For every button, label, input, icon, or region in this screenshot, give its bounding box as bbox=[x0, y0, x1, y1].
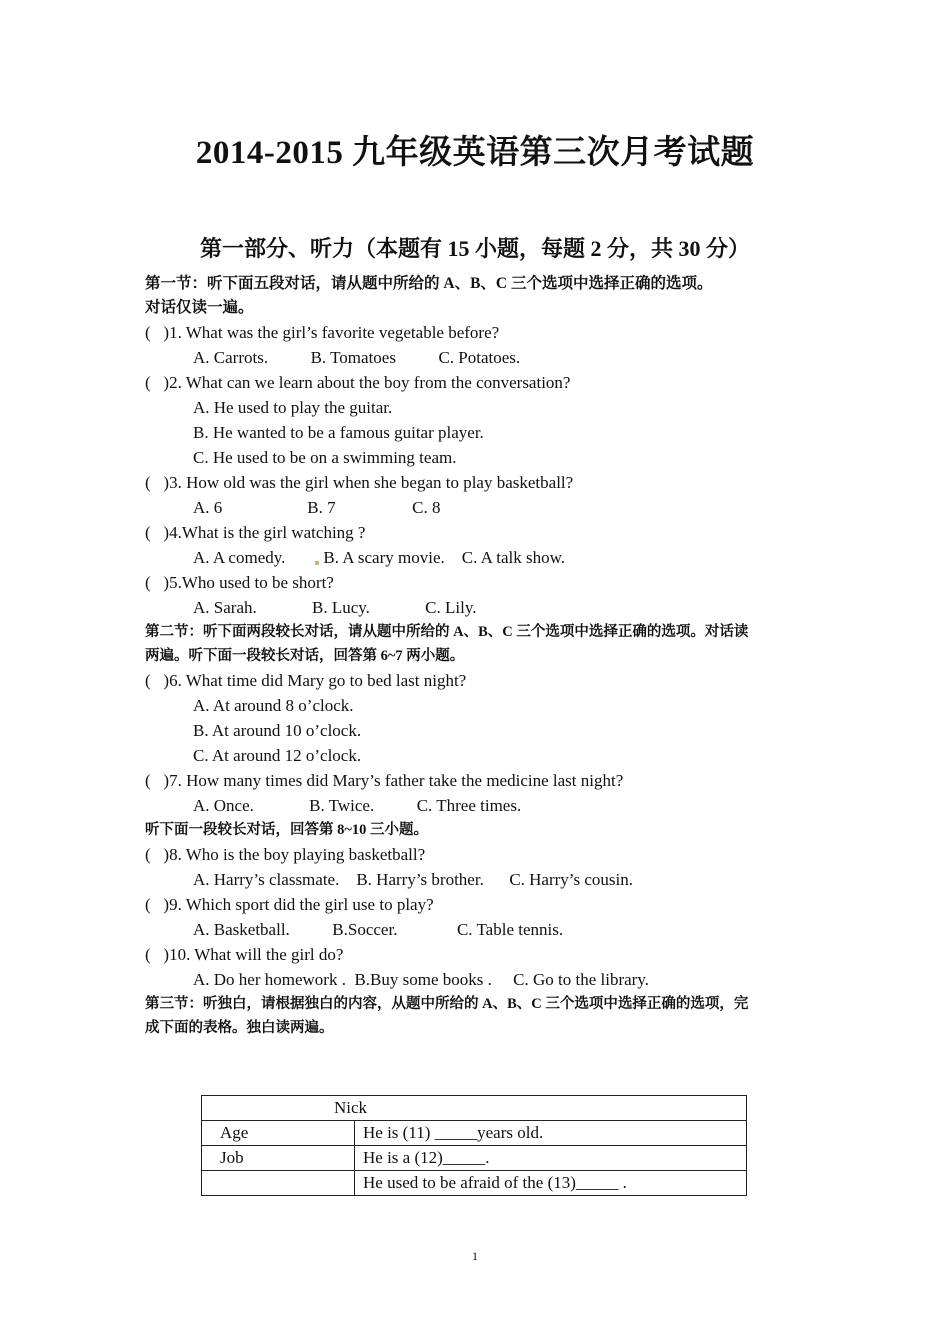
table-header: Nick bbox=[202, 1096, 747, 1121]
section2-heading-cont: 两遍。听下面一段较长对话，回答第 6~7 两小题。 bbox=[145, 648, 465, 664]
question-2-option-c: C. He used to be on a swimming team. bbox=[193, 448, 457, 467]
section1-heading-cont: 对话仅读一遍。 bbox=[145, 299, 254, 316]
section3-heading-cont: 成下面的表格。独白读两遍。 bbox=[145, 1020, 334, 1036]
question-7: ( )7. How many times did Mary’s father take the medicine last night? bbox=[145, 771, 624, 790]
section1-heading: 第一节：听下面五段对话，请从题中所给的 A、B、C 三个选项中选择正确的选项。 bbox=[145, 275, 713, 292]
table-row bbox=[202, 1121, 747, 1146]
question-9-options: A. Basketball. B.Soccer. C. Table tennis. bbox=[193, 920, 564, 939]
question-4-option-a: A. A comedy. bbox=[193, 548, 316, 567]
question-3: ( )3. How old was the girl when she began to play basketball? bbox=[145, 473, 574, 492]
question-4: ( )4.What is the girl watching ? bbox=[145, 523, 366, 542]
table-cell-label: Age bbox=[202, 1121, 355, 1146]
table-cell-value: He is (11) _____years old. bbox=[355, 1121, 747, 1146]
exam-content bbox=[145, 272, 815, 1040]
question-10-options: A. Do her homework . B.Buy some books . C. Go to the library. bbox=[193, 970, 649, 989]
question-6-option-c: C. At around 12 o’clock. bbox=[193, 746, 362, 765]
table-cell-label: Job bbox=[202, 1146, 355, 1171]
table-cell-label bbox=[202, 1171, 355, 1196]
table-header-row bbox=[202, 1096, 747, 1121]
info-table bbox=[201, 1095, 747, 1196]
question-4-options-rest: B. A scary movie. C. A talk show. bbox=[323, 548, 566, 567]
question-5-options: A. Sarah. B. Lucy. C. Lily. bbox=[193, 598, 477, 617]
question-5: ( )5.Who used to be short? bbox=[145, 573, 334, 592]
section2-heading: 第二节：听下面两段较长对话，请从题中所给的 A、B、C 三个选项中选择正确的选项。对话读 bbox=[145, 624, 749, 640]
section3-heading: 第三节：听独白，请根据独白的内容，从题中所给的 A、B、C 三个选项中选择正确的选项，完 bbox=[145, 996, 749, 1012]
question-6-option-b: B. At around 10 o’clock. bbox=[193, 721, 362, 740]
question-9: ( )9. Which sport did the girl use to play? bbox=[145, 895, 434, 914]
question-1-options: A. Carrots. B. Tomatoes C. Potatoes. bbox=[193, 348, 521, 367]
question-2-option-a: A. He used to play the guitar. bbox=[193, 398, 393, 417]
question-6: ( )6. What time did Mary go to bed last night? bbox=[145, 671, 467, 690]
question-8-options: A. Harry’s classmate. B. Harry’s brother. C. Harry’s cousin. bbox=[193, 870, 634, 889]
question-7-options: A. Once. B. Twice. C. Three times. bbox=[193, 796, 522, 815]
question-4-options bbox=[145, 545, 815, 570]
stray-mark bbox=[315, 561, 319, 565]
question-1: ( )1. What was the girl’s favorite vegetable before? bbox=[145, 323, 500, 342]
question-2-option-b: B. He wanted to be a famous guitar player. bbox=[193, 423, 484, 442]
question-2: ( )2. What can we learn about the boy from the conversation? bbox=[145, 373, 571, 392]
question-8: ( )8. Who is the boy playing basketball? bbox=[145, 845, 426, 864]
exam-title: 2014-2015 九年级英语第三次月考试题 bbox=[195, 135, 755, 171]
question-10: ( )10. What will the girl do? bbox=[145, 945, 344, 964]
question-3-options: A. 6 B. 7 C. 8 bbox=[193, 498, 441, 517]
table-cell-value: He is a (12)_____. bbox=[355, 1146, 747, 1171]
table-row bbox=[202, 1146, 747, 1171]
section2-subheading: 听下面一段较长对话，回答第 8~10 三小题。 bbox=[145, 822, 429, 838]
part1-title: 第一部分、听力（本题有 15 小题，每题 2 分，共 30 分） bbox=[199, 236, 750, 261]
table-row bbox=[202, 1171, 747, 1196]
question-6-option-a: A. At around 8 o’clock. bbox=[193, 696, 354, 715]
table-cell-value: He used to be afraid of the (13)_____ . bbox=[355, 1171, 747, 1196]
page-number: 1 bbox=[472, 1249, 478, 1263]
